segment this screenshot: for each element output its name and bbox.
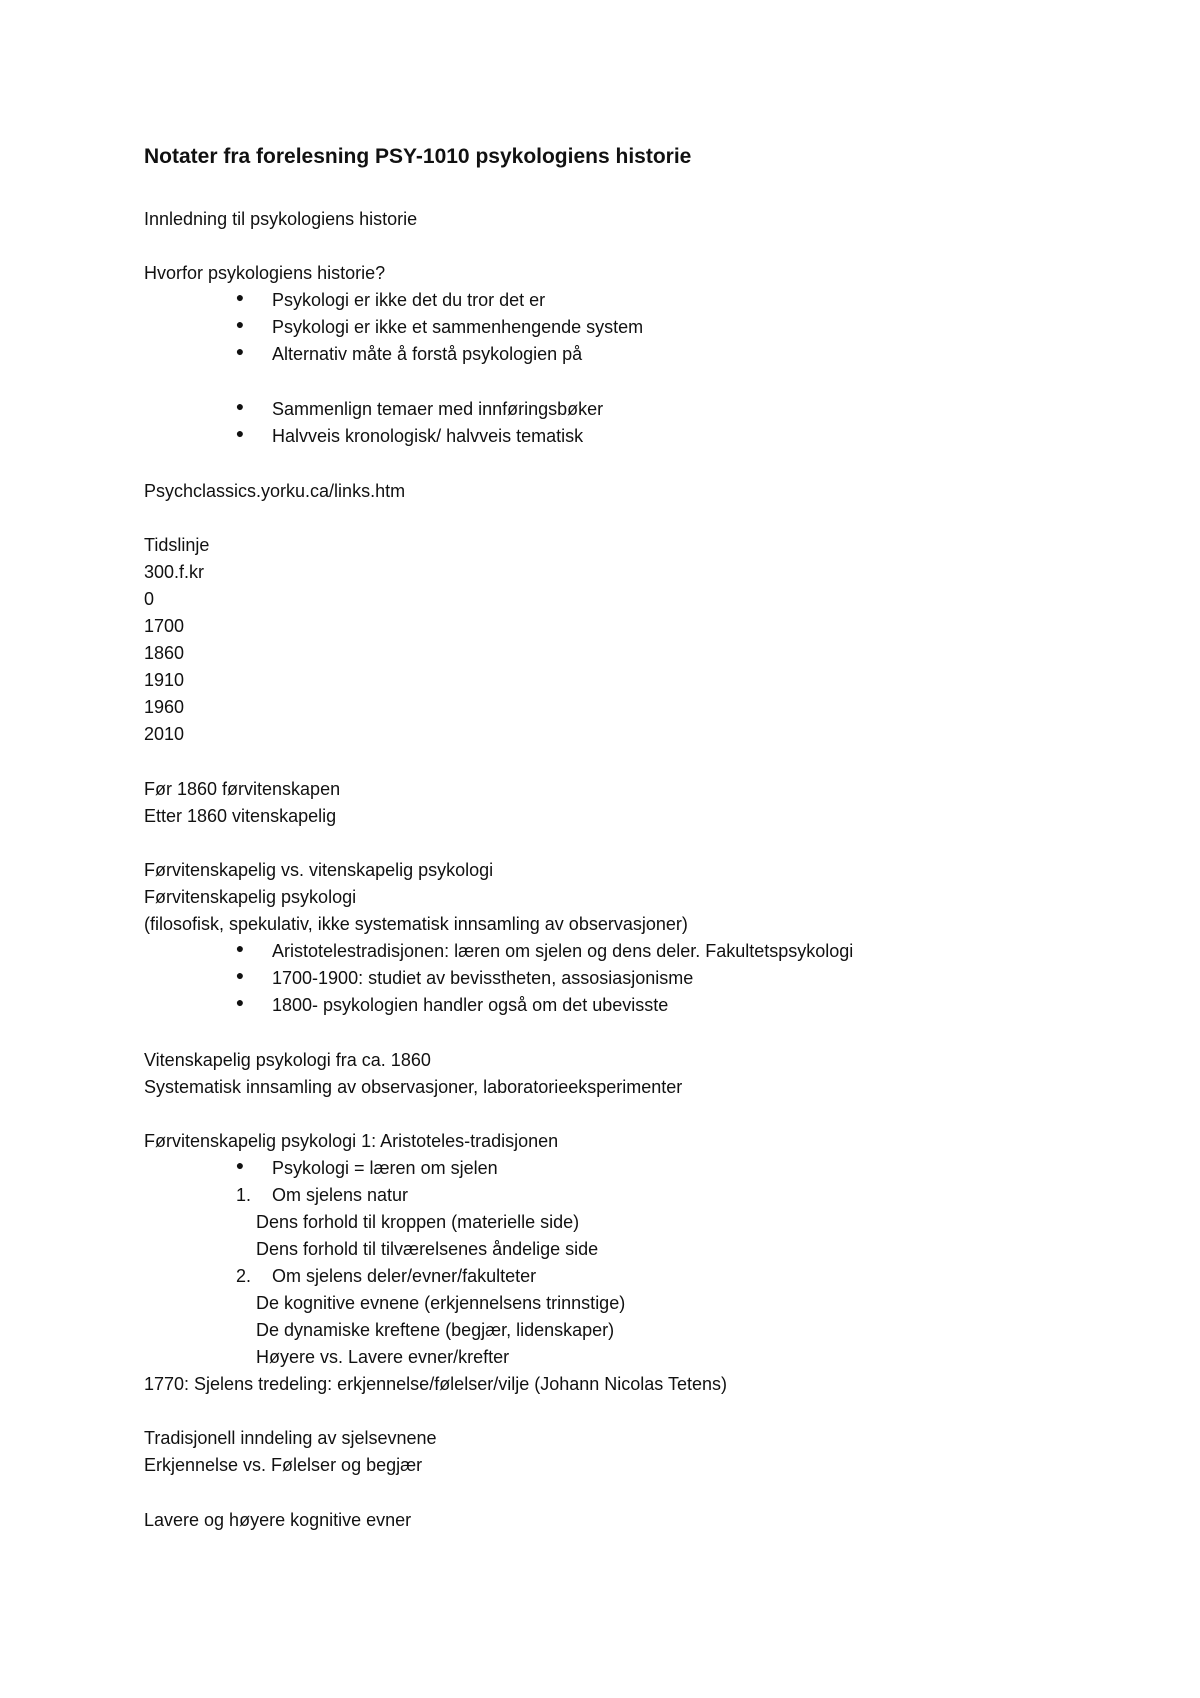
tradition-description: Erkjennelse vs. Følelser og begjær — [144, 1455, 423, 1475]
sub-item: Høyere vs. Lavere evner/krefter — [256, 1347, 510, 1367]
bullet-icon: ● — [235, 425, 245, 441]
timeline-item: 0 — [144, 589, 155, 609]
sub-item: Dens forhold til kroppen (materielle side) — [256, 1212, 580, 1232]
before-1860: Før 1860 førvitenskapen — [144, 779, 341, 799]
bullet-icon: ● — [235, 289, 245, 305]
list-item: 1700-1900: studiet av bevisstheten, assosiasjonisme — [272, 968, 694, 988]
science-description: Systematisk innsamling av observasjoner, laboratorieeksperimenter — [144, 1077, 683, 1097]
prescience-description: (filosofisk, spekulativ, ikke systematisk innsamling av observasjoner) — [144, 914, 688, 934]
tradition-heading: Tradisjonell inndeling av sjelsevnene — [144, 1428, 437, 1448]
list-item: Alternativ måte å forstå psykologien på — [272, 344, 583, 364]
timeline-item: 2010 — [144, 724, 185, 744]
list-item: Psykologi = læren om sjelen — [272, 1158, 498, 1178]
bullet-icon: ● — [235, 398, 245, 414]
list-item: Halvveis kronologisk/ halvveis tematisk — [272, 426, 584, 446]
prescience-vs-heading: Førvitenskapelig vs. vitenskapelig psykologi — [144, 860, 494, 880]
sub-item: De kognitive evnene (erkjennelsens trinnstige) — [256, 1293, 626, 1313]
after-1860: Etter 1860 vitenskapelig — [144, 806, 337, 826]
list-item: Sammenlign temaer med innføringsbøker — [272, 399, 604, 419]
list-number: 2. — [236, 1266, 252, 1286]
list-item: Psykologi er ikke det du tror det er — [272, 290, 546, 310]
list-item: Aristotelestradisjonen: læren om sjelen og dens deler. Fakultetspsykologi — [272, 941, 854, 961]
timeline-heading: Tidslinje — [144, 535, 210, 555]
sub-item: De dynamiske kreftene (begjær, lidenskaper) — [256, 1320, 615, 1340]
intro-heading: Innledning til psykologiens historie — [144, 209, 418, 229]
list-item: Om sjelens natur — [272, 1185, 409, 1205]
bullet-icon: ● — [235, 967, 245, 983]
prescience-heading: Førvitenskapelig psykologi — [144, 887, 357, 907]
list-item: 1800- psykologien handler også om det ubevisste — [272, 995, 669, 1015]
list-number: 1. — [236, 1185, 252, 1205]
bullet-icon: ● — [235, 994, 245, 1010]
timeline-item: 1910 — [144, 670, 185, 690]
reference-link[interactable]: Psychclassics.yorku.ca/links.htm — [144, 481, 406, 501]
timeline-item: 300.f.kr — [144, 562, 205, 582]
tetens-line: 1770: Sjelens tredeling: erkjennelse/følelser/vilje (Johann Nicolas Tetens) — [144, 1374, 727, 1394]
timeline-item: 1700 — [144, 616, 185, 636]
timeline-item: 1960 — [144, 697, 185, 717]
document-title: Notater fra forelesning PSY-1010 psykologiens historie — [144, 145, 692, 168]
bullet-icon: ● — [235, 940, 245, 956]
bullet-icon: ● — [235, 343, 245, 359]
bullet-icon: ● — [235, 1157, 245, 1173]
timeline-item: 1860 — [144, 643, 185, 663]
list-item: Psykologi er ikke et sammenhengende system — [272, 317, 644, 337]
why-heading: Hvorfor psykologiens historie? — [144, 263, 386, 283]
sub-item: Dens forhold til tilværelsenes åndelige side — [256, 1239, 599, 1259]
lower-higher-heading: Lavere og høyere kognitive evner — [144, 1510, 412, 1530]
list-item: Om sjelens deler/evner/fakulteter — [272, 1266, 537, 1286]
science-heading: Vitenskapelig psykologi fra ca. 1860 — [144, 1050, 431, 1070]
bullet-icon: ● — [235, 316, 245, 332]
aristoteles-heading: Førvitenskapelig psykologi 1: Aristoteles-tradisjonen — [144, 1131, 559, 1151]
